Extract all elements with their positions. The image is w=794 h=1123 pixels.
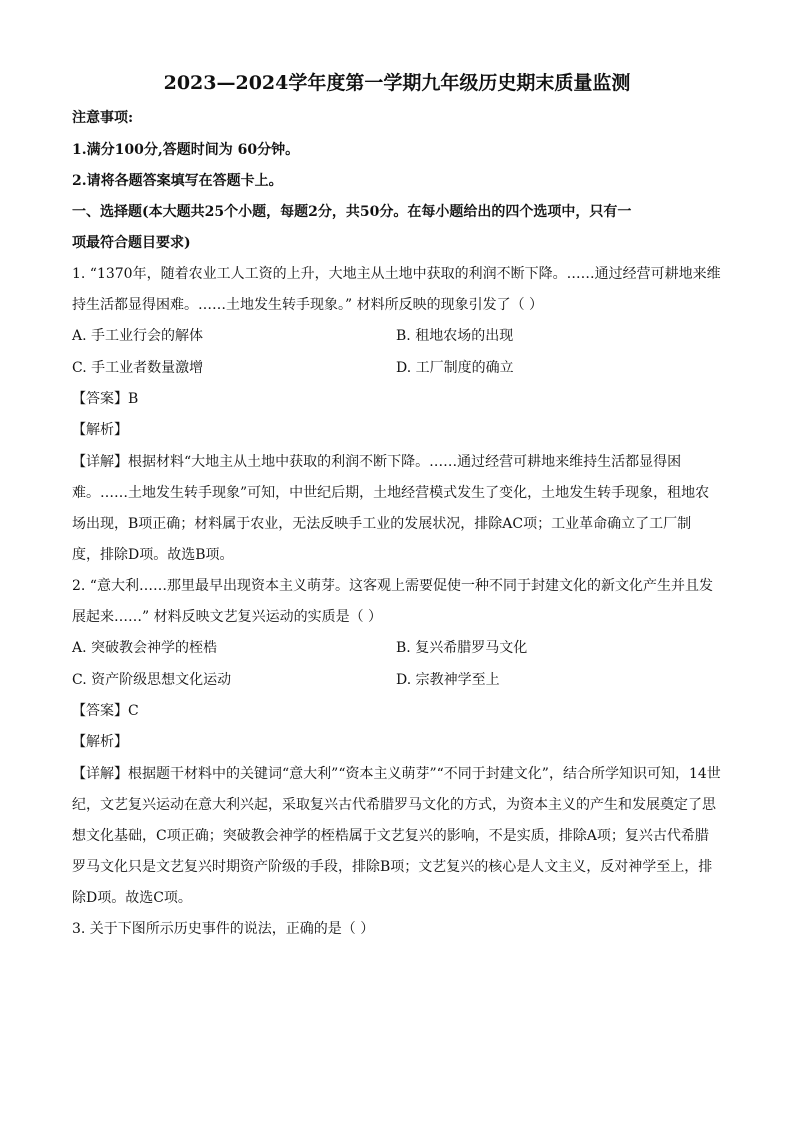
q1-option-b: B. 租地农场的出现 [396, 328, 514, 344]
q1-answer: 【答案】B [72, 391, 139, 407]
notice-item-1: 1.满分100分,答题时间为 60分钟。 [72, 142, 300, 158]
q1-detail-line2: 难。……土地发生转手现象”可知，中世纪后期，土地经营模式发生了变化，土地发生转手现象，租地农 [72, 485, 710, 501]
q1-analysis-label: 【解析】 [72, 422, 128, 438]
q1-option-c: C. 手工业者数量激增 [72, 360, 204, 376]
page-title: 2023—2024学年度第一学期九年级历史期末质量监测 [163, 72, 631, 94]
q2-stem-line2: 展起来……” 材料反映文艺复兴运动的实质是（ ） [72, 609, 383, 625]
q2-option-b: B. 复兴希腊罗马文化 [396, 640, 528, 656]
q1-detail-line4: 度，排除D项。故选B项。 [72, 547, 234, 563]
q1-detail-line3: 场出现，B项正确；材料属于农业，无法反映手工业的发展状况，排除AC项；工业革命确立了工厂制 [72, 516, 692, 532]
q2-detail-line2: 纪，文艺复兴运动在意大利兴起，采取复兴古代希腊罗马文化的方式，为资本主义的产生和发展奠定了思 [72, 797, 716, 813]
q2-detail-line3: 想文化基础，C项正确；突破教会神学的桎梏属于文艺复兴的影响，不是实质，排除A项；复兴古代希腊 [72, 828, 709, 844]
q2-option-d: D. 宗教神学至上 [396, 672, 500, 688]
notice-item-2: 2.请将各题答案填写在答题卡上。 [72, 173, 283, 189]
q1-option-d: D. 工厂制度的确立 [396, 360, 514, 376]
q2-option-a: A. 突破教会神学的桎梏 [72, 640, 218, 656]
q2-detail-line5: 除D项。故选C项。 [72, 890, 192, 906]
q1-detail-line1: 【详解】根据材料“大地主从土地中获取的利润不断下降。……通过经营可耕地来维持生活都显得困 [72, 454, 682, 470]
q1-stem-line1: 1. “1370年，随着农业工人工资的上升，大地主从土地中获取的利润不断下降。……通过经营可耕地来维 [72, 266, 721, 282]
q1-stem-line2: 持生活都显得困难。……土地发生转手现象。” 材料所反映的现象引发了（ ） [72, 297, 544, 313]
q2-analysis-label: 【解析】 [72, 734, 128, 750]
q2-stem-line1: 2. “意大利……那里最早出现资本主义萌芽。这客观上需要促使一种不同于封建文化的新文化产生并且发 [72, 578, 713, 594]
q3-stem-line1: 3. 关于下图所示历史事件的说法，正确的是（ ） [72, 921, 375, 937]
q2-option-c: C. 资产阶级思想文化运动 [72, 672, 232, 688]
notice-heading: 注意事项: [72, 110, 134, 126]
q2-answer: 【答案】C [72, 703, 139, 719]
q2-detail-line1: 【详解】根据题干材料中的关键词“意大利”“资本主义萌芽”“不同于封建文化”，结合所学知识可知，14世 [72, 766, 721, 782]
q1-option-a: A. 手工业行会的解体 [72, 328, 204, 344]
q2-detail-line4: 罗马文化只是文艺复兴时期资产阶级的手段，排除B项；文艺复兴的核心是人文主义，反对神学至上，排 [72, 859, 713, 875]
section-heading-line1: 一、选择题(本大题共25个小题，每题2分，共50分。在每小题给出的四个选项中，只有一 [72, 204, 632, 220]
section-heading-line2: 项最符合题目要求) [72, 235, 191, 251]
